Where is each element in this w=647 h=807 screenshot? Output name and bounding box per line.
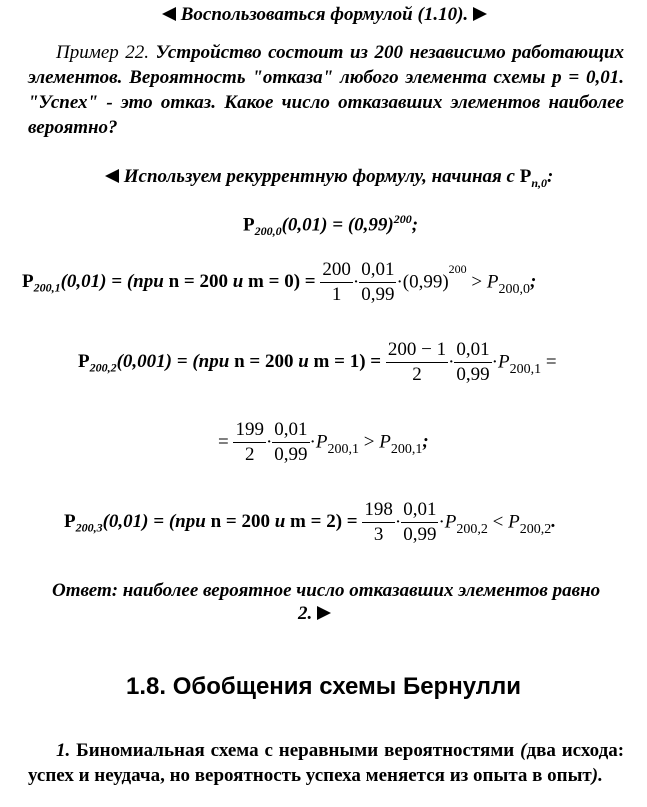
eq3-f1-num: 198: [362, 498, 395, 523]
eq3-lsub: 200,2: [456, 521, 488, 537]
equation-2: $P_{200,2}(0,001) = (при$ n = 200 и m = 1) = $\frac{200 - 1}{2}$ · $\frac{0,01}{0,99}$ $\cdot P_{200,1}$ =: [78, 339, 557, 385]
eq3-p: P: [64, 510, 76, 532]
eq2b-f2-num: 0,01: [272, 418, 309, 443]
eq1-f2-num: 0,01: [359, 258, 396, 283]
eq2b-fraction-1: [233, 418, 266, 467]
eq1-f2-den: 0,99: [361, 284, 395, 305]
eq3-f2-den: 0,99: [403, 524, 437, 545]
equation-1: $P_{200,1}(0,01) = (при$ n = 200 и m = 0) = $\frac{200}{1}$ · $\frac{0,01}{0,99}$ $\cdot(0,99)^{200} > P_{200,0}$;: [22, 259, 537, 305]
section-heading: 1.8. Обобщения схемы Бернулли: [126, 673, 521, 700]
item-1-number: 1.: [56, 740, 71, 761]
triangle-right-icon: [317, 606, 331, 620]
eq1-arg: (0,01) = (при: [60, 270, 164, 292]
eq2-cond-and: и: [298, 350, 309, 372]
eq2-fraction-2: [454, 338, 491, 387]
eq1-sub: 200,1: [33, 280, 61, 295]
top-line: [162, 4, 487, 26]
eq2-f2-den: 0,99: [456, 364, 490, 385]
eq2b-f2-den: 0,99: [274, 444, 308, 465]
eq0-tail: ;: [411, 214, 419, 236]
example-paragraph: [28, 40, 624, 140]
eq1-cond-m: m = 0) =: [248, 270, 316, 292]
eq1-rel: >: [471, 271, 483, 293]
eq2-rp: P: [497, 351, 510, 373]
eq2b-f1-den: 2: [244, 444, 255, 465]
eq3-fraction-2: [401, 498, 438, 547]
eq2b-tail: ;: [422, 430, 429, 452]
eq0-sup: 200: [393, 212, 412, 226]
eq0-sub: 200,0: [254, 224, 282, 239]
eq2-cond-m: m = 1) =: [313, 350, 382, 372]
eq2-arg: (0,001) = (при: [116, 350, 230, 372]
eq1-rsub: 200,0: [498, 281, 530, 297]
triangle-left-icon: [162, 7, 176, 21]
eq1-f1-num: 200: [320, 258, 353, 283]
equation-3: $P_{200,3}(0,01) = (при$ n = 200 и m = 2) = $\frac{198}{3}$ · $\frac{0,01}{0,99}$ $\cdot P_{200,2} < P_{200,2}$.: [64, 499, 556, 545]
eq1-cond-and: и: [232, 270, 244, 292]
item-1-paren-open: (: [520, 740, 527, 761]
item-1-paragraph: [28, 738, 624, 788]
eq2-f1-num: 200 − 1: [386, 338, 448, 363]
equation-0: [243, 212, 418, 239]
top-line-text: Воспользоваться формулой (1.10).: [180, 4, 469, 25]
eq1-f1-den: 1: [331, 284, 342, 305]
eq3-cond-and: и: [274, 510, 286, 532]
eq3-cond-m: m = 2) =: [290, 510, 358, 532]
eq3-rsub: 200,2: [519, 521, 552, 537]
example-text: Устройство состоит из 200 независимо работающих элементов. Вероятность "отказа" любого элемента схемы р = 0,01. "Успех" - это отказ. Какое число отказавших элементов наиболее вероятно?: [28, 42, 625, 138]
eq3-f1-den: 3: [373, 524, 384, 545]
eq0-arg: (0,01) = (0,99): [281, 214, 394, 236]
eq3-rel: <: [492, 511, 504, 533]
eq2b-fraction-2: [272, 418, 309, 467]
eq2-sub: 200,2: [89, 360, 117, 375]
triangle-left-icon: [105, 169, 119, 183]
eq1-fraction-1: [320, 258, 353, 307]
eq1-fraction-2: [359, 258, 396, 307]
eq1-rest: (0,99): [402, 271, 449, 293]
answer-value: 2.: [298, 603, 313, 624]
item-1-paren-close: ).: [591, 765, 603, 786]
eq1-rp: P: [486, 271, 499, 293]
eq2b-p: P: [315, 431, 328, 453]
answer-line-1: Ответ: наиболее вероятное число отказавших элементов равно: [52, 580, 601, 601]
eq2-f2-num: 0,01: [454, 338, 491, 363]
eq2b-rp: P: [379, 431, 391, 453]
eq3-fraction-1: [362, 498, 395, 547]
triangle-right-icon: [473, 7, 487, 21]
eq2-rsub: 200,1: [509, 361, 542, 377]
solution-intro-symbol: P: [519, 166, 532, 187]
eq1-tail: ;: [530, 270, 537, 292]
eq2b-f1-num: 199: [233, 418, 266, 443]
eq2b-lead: =: [218, 431, 229, 453]
eq2b-rsub: 200,1: [390, 441, 423, 457]
eq3-sub: 200,3: [75, 520, 103, 535]
eq3-cond-n: n = 200: [210, 510, 270, 532]
eq0-p: P: [243, 214, 255, 236]
eq2-cond-n: n = 200: [234, 350, 294, 372]
equation-2-continued: = $\frac{199}{2}$ · $\frac{0,01}{0,99}$ $\cdot P_{200,1} > P_{200,1}$;: [218, 419, 429, 465]
solution-intro-sub: n,0: [531, 175, 548, 190]
eq1-p: P: [22, 270, 34, 292]
eq2-fraction-1: [386, 338, 448, 387]
eq3-lp: P: [444, 511, 457, 533]
eq2b-rel: >: [363, 431, 375, 453]
eq3-tail: .: [551, 510, 556, 532]
eq2-f1-den: 2: [412, 364, 422, 385]
example-label: Пример 22.: [56, 42, 150, 63]
eq1-cond-n: n = 200: [168, 270, 228, 292]
eq2-p: P: [78, 350, 90, 372]
item-1-title: Биномиальная схема с неравными вероятностями: [76, 740, 515, 761]
eq2b-sub: 200,1: [327, 441, 359, 457]
answer-line-2: [298, 603, 331, 625]
solution-intro-tail: :: [547, 166, 554, 187]
solution-intro-text: Используем рекуррентную формулу, начиная с: [123, 166, 515, 187]
eq3-rp: P: [508, 511, 520, 533]
eq1-rest-sup: 200: [448, 261, 467, 276]
eq2-tail: =: [545, 351, 557, 373]
item-1-description: два исхода: успех и неудача, но вероятность успеха меняется из опыта в опыт: [28, 740, 625, 786]
solution-intro: [105, 166, 553, 191]
eq3-f2-num: 0,01: [401, 498, 438, 523]
eq3-arg: (0,01) = (при: [102, 510, 206, 532]
